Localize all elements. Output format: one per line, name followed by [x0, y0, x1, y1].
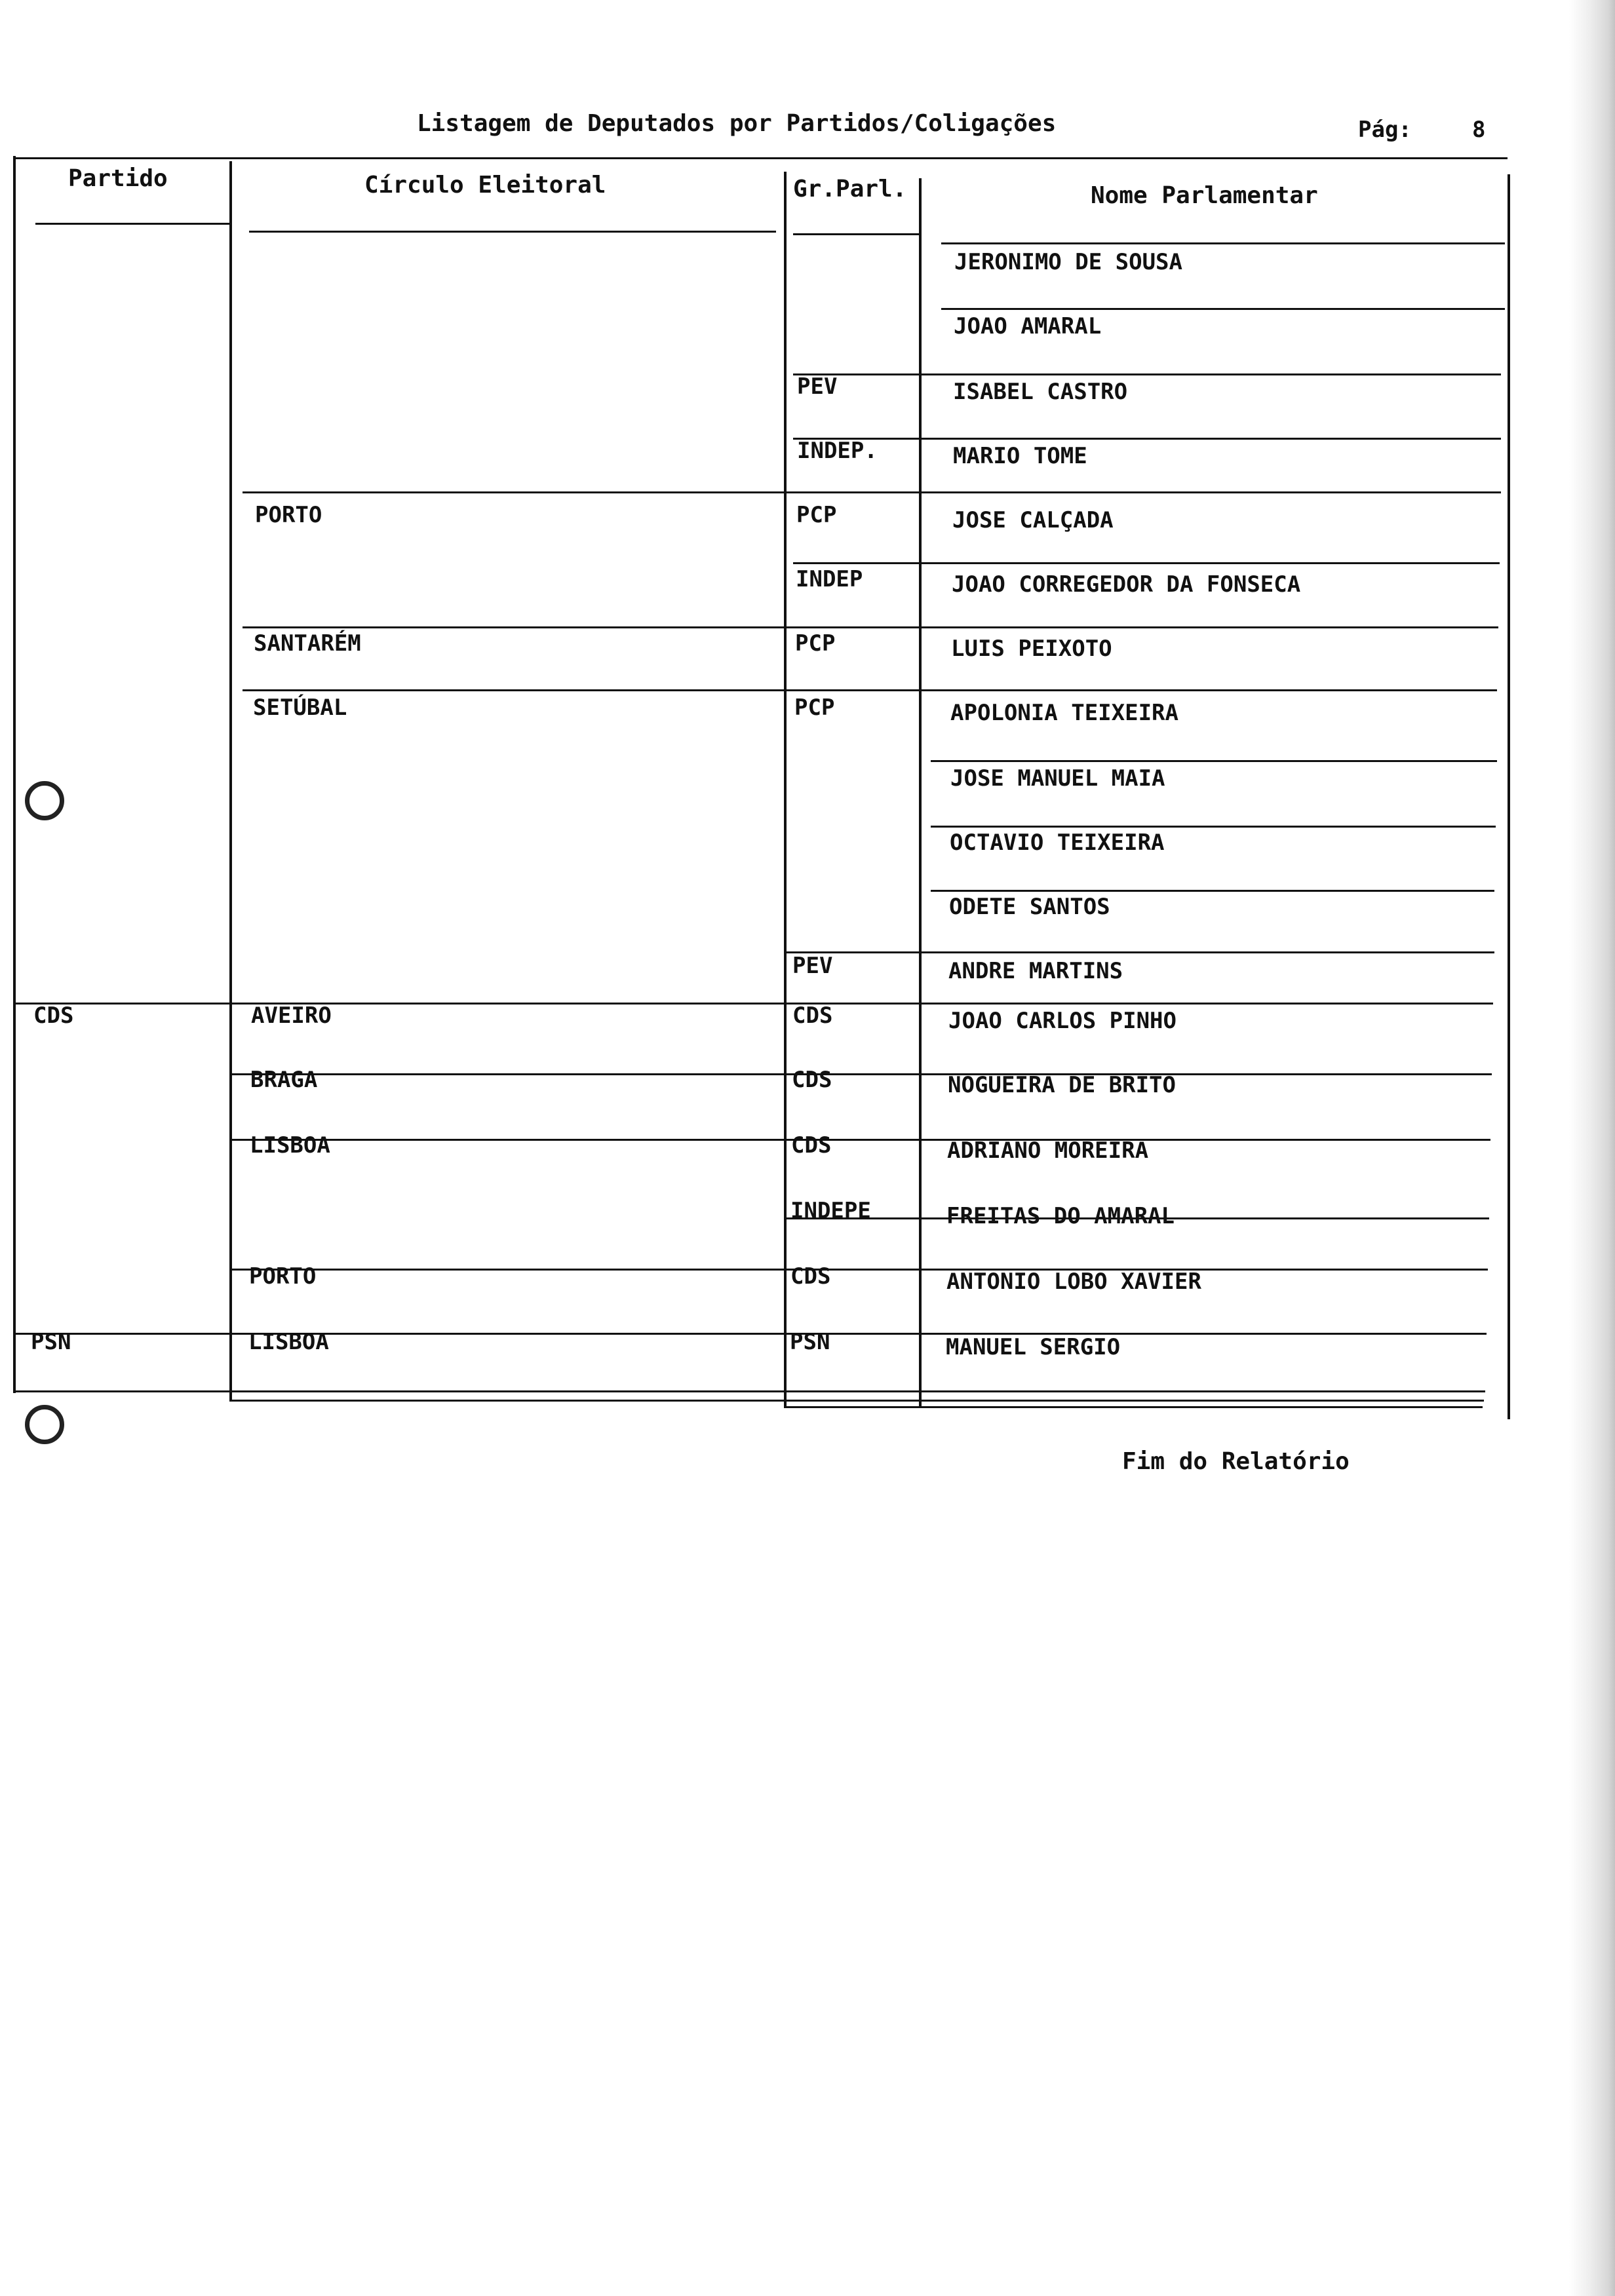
cell-nome: FREITAS DO AMARAL	[946, 1203, 1175, 1229]
cell-grupo: CDS	[790, 1263, 831, 1290]
cell-nome: ANDRE MARTINS	[948, 958, 1123, 984]
cell-nome: MANUEL SERGIO	[946, 1334, 1121, 1360]
cell-grupo: CDS	[791, 1132, 832, 1158]
table-horizontal-rule	[229, 1400, 1484, 1402]
table-horizontal-rule	[249, 231, 776, 233]
table-vertical-rule	[1508, 174, 1510, 1419]
cell-circulo: PORTO	[255, 502, 322, 528]
cell-nome: ISABEL CASTRO	[953, 379, 1128, 405]
cell-nome: APOLONIA TEIXEIRA	[950, 700, 1178, 726]
cell-partido: PSN	[31, 1329, 71, 1355]
table-horizontal-rule	[941, 242, 1505, 244]
cell-grupo: PEV	[797, 373, 838, 400]
cell-nome: JOSE MANUEL MAIA	[950, 765, 1165, 792]
table-vertical-rule	[229, 161, 232, 1400]
cell-grupo: INDEP.	[797, 438, 878, 464]
cell-grupo: PCP	[795, 630, 836, 657]
cell-grupo: PEV	[792, 953, 833, 979]
cell-nome: JOSE CALÇADA	[952, 507, 1114, 533]
column-header-partido: Partido	[68, 165, 168, 192]
table-horizontal-rule	[13, 1003, 1493, 1004]
table-horizontal-rule	[229, 1139, 1490, 1141]
cell-circulo: LISBOA	[248, 1329, 329, 1355]
table-horizontal-rule	[229, 1073, 1492, 1075]
table-horizontal-rule	[793, 373, 1501, 375]
table-vertical-rule	[919, 178, 922, 1406]
table-horizontal-rule	[793, 562, 1500, 564]
table-horizontal-rule	[931, 760, 1497, 762]
cell-nome: OCTAVIO TEIXEIRA	[950, 830, 1165, 856]
table-vertical-rule	[13, 156, 16, 1393]
table-horizontal-rule	[243, 626, 1498, 628]
column-header-nome: Nome Parlamentar	[1091, 182, 1318, 209]
cell-circulo: PORTO	[249, 1263, 317, 1290]
page-number: 8	[1472, 117, 1486, 143]
table-horizontal-rule	[13, 157, 1508, 159]
cell-nome: NOGUEIRA DE BRITO	[948, 1072, 1176, 1098]
punch-hole	[25, 1405, 64, 1444]
table-horizontal-rule	[931, 890, 1494, 892]
table-vertical-rule	[784, 172, 787, 1406]
cell-nome: JOAO AMARAL	[954, 313, 1102, 339]
table-horizontal-rule	[941, 308, 1505, 310]
table-horizontal-rule	[13, 1390, 1485, 1392]
table-horizontal-rule	[243, 689, 1497, 691]
cell-nome: LUIS PEIXOTO	[951, 636, 1112, 662]
table-horizontal-rule	[931, 826, 1496, 828]
table-horizontal-rule	[793, 438, 1501, 440]
table-horizontal-rule	[13, 1333, 1487, 1335]
cell-grupo: PCP	[796, 502, 837, 528]
cell-grupo: PSN	[790, 1329, 830, 1355]
cell-grupo: CDS	[792, 1067, 832, 1093]
report-title: Listagem de Deputados por Partidos/Coligações	[417, 110, 1057, 137]
cell-grupo: PCP	[794, 695, 835, 721]
cell-nome: ADRIANO MOREIRA	[947, 1138, 1149, 1164]
cell-nome: MARIO TOME	[953, 443, 1087, 469]
table-horizontal-rule	[243, 491, 1501, 493]
cell-circulo: SANTARÉM	[254, 630, 361, 657]
cell-nome: ODETE SANTOS	[949, 894, 1110, 920]
report-end-note: Fim do Relatório	[1122, 1448, 1350, 1475]
column-header-grupo: Gr.Parl.	[793, 176, 907, 202]
table-horizontal-rule	[35, 223, 229, 225]
cell-circulo: SETÚBAL	[253, 695, 347, 721]
cell-grupo: INDEP	[796, 566, 863, 592]
cell-circulo: BRAGA	[250, 1067, 318, 1093]
table-horizontal-rule	[229, 1269, 1488, 1271]
cell-nome: ANTONIO LOBO XAVIER	[946, 1269, 1201, 1295]
column-header-circulo: Círculo Eleitoral	[364, 172, 606, 199]
table-horizontal-rule	[784, 1406, 1483, 1408]
cell-grupo: INDEPE	[790, 1198, 871, 1224]
page-label: Pág:	[1358, 117, 1412, 143]
cell-grupo: CDS	[792, 1003, 833, 1029]
cell-circulo: AVEIRO	[251, 1003, 332, 1029]
cell-nome: JOAO CARLOS PINHO	[948, 1008, 1177, 1034]
cell-nome: JOAO CORREGEDOR DA FONSECA	[952, 571, 1301, 598]
page-edge-shadow	[1569, 0, 1615, 2296]
table-horizontal-rule	[793, 233, 919, 235]
cell-circulo: LISBOA	[250, 1132, 330, 1158]
punch-hole	[25, 781, 64, 820]
cell-partido: CDS	[33, 1003, 74, 1029]
table-horizontal-rule	[784, 951, 1494, 953]
cell-nome: JERONIMO DE SOUSA	[954, 249, 1182, 275]
